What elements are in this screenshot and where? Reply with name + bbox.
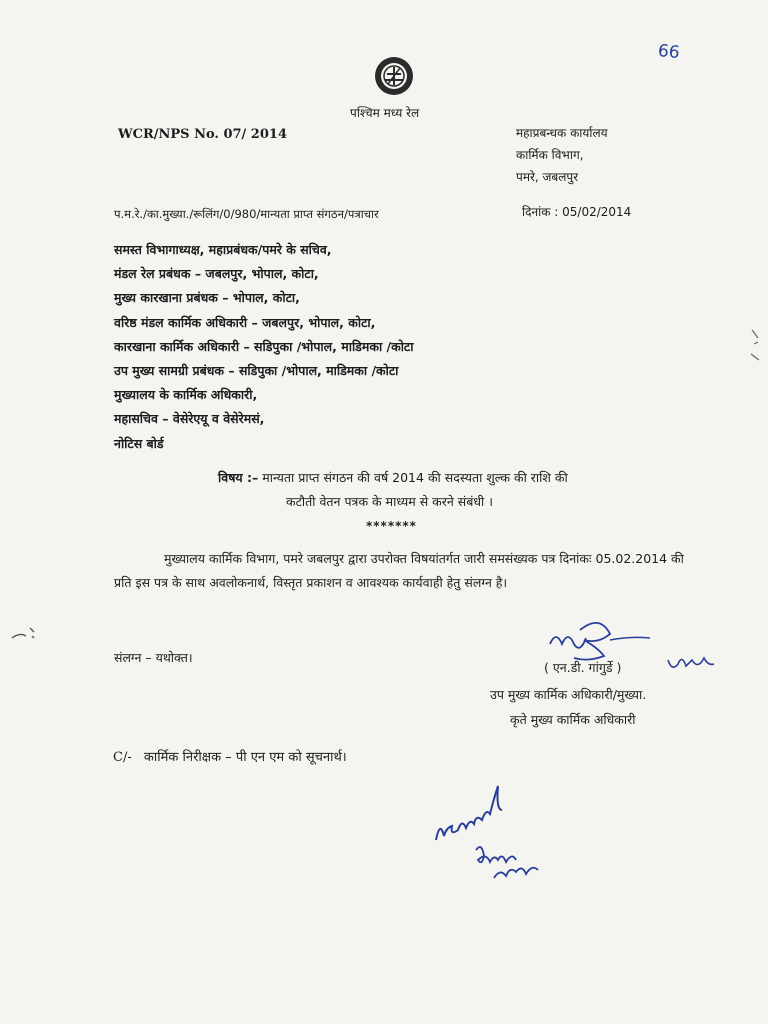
organization-name: पश्चिम मध्य रेल <box>350 106 420 120</box>
addressee-line: मंडल रेल प्रबंधक – जबलपुर, भोपाल, कोटा, <box>114 266 319 282</box>
office-line: कार्मिक विभाग, <box>516 148 584 162</box>
addressee-line: वरिष्ठ मंडल कार्मिक अधिकारी – जबलपुर, भोपाल, कोटा, <box>114 314 376 330</box>
reference-number: WCR/NPS No. 07/ 2014 <box>118 127 287 142</box>
separator: ******* <box>366 519 417 533</box>
signatory-title: उप मुख्य कार्मिक अधिकारी/मुख्या. <box>490 687 647 702</box>
margin-mark <box>10 622 40 646</box>
addressee-line: मुख्य कारखाना प्रबंधक – भोपाल, कोटा, <box>114 290 300 306</box>
letter-body: मुख्यालय कार्मिक विभाग, पमरे जबलपुर द्वारा उपरोक्त विषयांतर्गत जारी समसंख्यक पत्र दिनांकः 05.02.2014 की प्रति इस पत्र के साथ अवलोकनार्थ, विस्तृत प्रकाशन व आवश्यक कार्यवाही हेतु संलग्न है। <box>114 551 684 590</box>
office-line: पमरे, जबलपुर <box>516 170 579 184</box>
addressee-line: नोटिस बोर्ड <box>114 435 164 451</box>
file-number: प.म.रे./का.मुख्या./रूलिंग/0/980/मान्यता प्राप्त संगठन/पत्राचार <box>114 207 379 221</box>
enclosure-note: संलग्न – यथोक्त। <box>114 650 193 665</box>
addressee-line: उप मुख्य सामग्री प्रबंधक – सडिपुका /भोपाल, माडिमका /कोटा <box>114 363 399 379</box>
margin-mark <box>748 324 766 364</box>
office-address <box>516 122 608 188</box>
copy-text: कार्मिक निरीक्षक – पी एन एम को सूचनार्थ। <box>143 750 347 765</box>
subject-label: विषय :– <box>218 470 259 485</box>
copy-to <box>113 747 347 765</box>
addressee-line: कारखाना कार्मिक अधिकारी – सडिपुका /भोपाल, माडिमका /कोटा <box>114 338 414 354</box>
addressee-line: मुख्यालय के कार्मिक अधिकारी, <box>114 387 258 403</box>
addressee-line: महासचिव – वेसेरेएयू व वेसेरेमसं, <box>114 411 265 427</box>
handwritten-page-number: 66 <box>657 40 681 64</box>
addressee-line: समस्त विभागाध्यक्ष, महाप्रबंधक/पमरे के सचिव, <box>114 242 332 257</box>
subject-line: मान्यता प्राप्त संगठन की वर्ष 2014 की सदस्यता शुल्क की राशि की <box>262 470 568 485</box>
railway-emblem-logo <box>374 56 414 96</box>
subject-block <box>218 466 668 514</box>
signatory-on-behalf: कृते मुख्य कार्मिक अधिकारी <box>510 712 636 727</box>
addressee-list <box>114 238 413 456</box>
subject-line: कटौती वेतन पत्रक के माध्यम से करने संबंधी । <box>286 494 493 509</box>
office-line: महाप्रबन्धक कार्यालय <box>516 126 608 140</box>
received-stamp-handwriting <box>430 782 570 892</box>
copy-prefix: C/- <box>113 750 132 765</box>
signatory-name: ( एन.डी. गांगुर्डे ) <box>544 660 622 675</box>
letter-date: दिनांक : 05/02/2014 <box>522 205 632 219</box>
handwritten-signature <box>540 612 720 692</box>
